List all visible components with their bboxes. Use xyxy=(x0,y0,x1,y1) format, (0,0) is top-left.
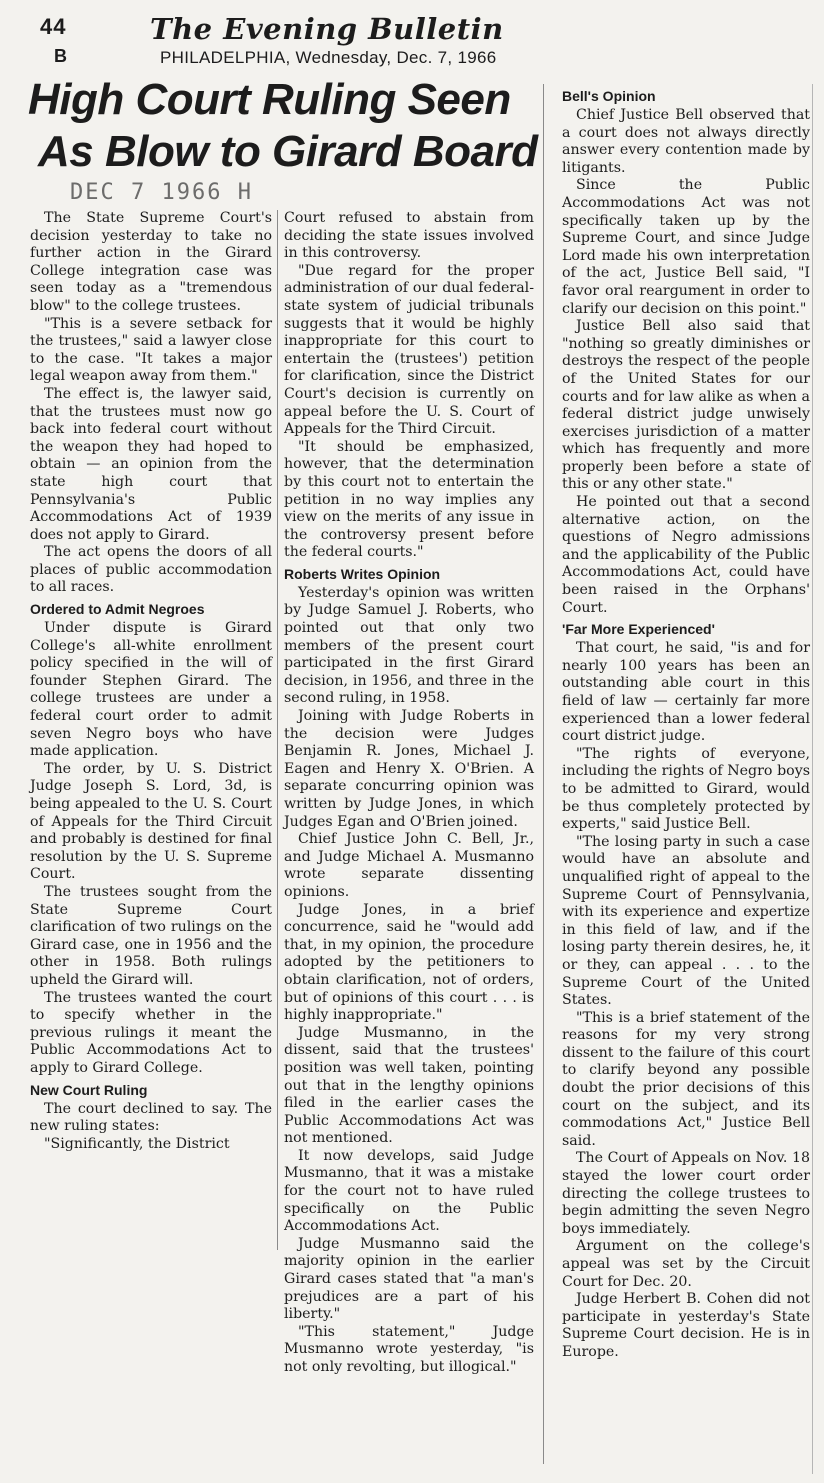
paragraph: Judge Herbert B. Cohen did not participate in yesterday's State Supreme Court decision. He is in Europe. xyxy=(562,1291,810,1360)
paragraph: That court, he said, "is and for nearly 100 years has been an outstanding able court in this field of law — certainly far more experienced than a lower federal court district judge. xyxy=(562,640,810,745)
subhead: New Court Ruling xyxy=(30,1081,148,1098)
paragraph: It now develops, said Judge Musmanno, that it was a mistake for the court not to have ruled specifically on the Public Accommodations Act. xyxy=(284,1147,534,1235)
paragraph: Chief Justice Bell observed that a court does not always directly answer every contention made by litigants. xyxy=(562,107,810,176)
paragraph: Joining with Judge Roberts in the decision were Judges Benjamin R. Jones, Michael J. Eagen and Henry X. O'Brien. A separate concurring opinion was written by Judge Jones, in which Judges Egan and O'Brien joined. xyxy=(284,708,534,830)
column-rule xyxy=(277,210,278,1250)
paragraph: The trustees wanted the court to specify whether in the previous rulings it meant the Public Accommodations Act to apply to Girard College. xyxy=(30,989,272,1076)
paragraph: The act opens the doors of all places of public accommodation to all races. xyxy=(30,544,272,596)
clipping-edge xyxy=(812,84,813,1474)
column-rule xyxy=(543,84,544,1464)
headline xyxy=(28,74,548,178)
article-column-3 xyxy=(562,84,810,1362)
paragraph: He pointed out that a second alternative action, on the questions of Negro admissions and the applicability of the Public Accommodations Act, could have been raised in the Orphans' Court. xyxy=(562,494,810,616)
headline-line-2: As Blow to Girard Board xyxy=(38,127,538,176)
subhead: Bell's Opinion xyxy=(562,88,656,104)
paragraph: Justice Bell also said that "nothing so greatly diminishes or destroys the respect of the people of the United States for our courts and for law alike as when a federal district judge unwisely exercises jurisdiction of a matter which has frequently and more properly been before a state of this or any other state." xyxy=(562,318,810,493)
paragraph: Argument on the college's appeal was set by the Circuit Court for Dec. 20. xyxy=(562,1238,810,1290)
paragraph: Under dispute is Girard College's all-white enrollment policy specified in the will of founder Stephen Girard. The college trustees are under a federal court order to admit seven Negro boys who have made application. xyxy=(30,620,272,760)
paragraph: "The rights of everyone, including the rights of Negro boys to be admitted to Girard, would be thus completely protected by experts," said Justice Bell. xyxy=(562,745,810,833)
article-column-1 xyxy=(30,210,272,1153)
dateline: PHILADELPHIA, Wednesday, Dec. 7, 1966 xyxy=(160,48,497,67)
paragraph: Chief Justice John C. Bell, Jr., and Judge Michael A. Musmanno wrote separate dissenting opinions. xyxy=(284,831,534,900)
newspaper-name: The Evening Bulletin xyxy=(150,12,504,46)
paragraph: The Court of Appeals on Nov. 18 stayed the lower court order directing the college trustees to begin admitting the seven Negro boys immediately. xyxy=(562,1150,810,1237)
paragraph: "Significantly, the District xyxy=(44,1135,230,1152)
paragraph: Yesterday's opinion was written by Judge Samuel J. Roberts, who pointed out that only two members of the present court participated in the first Girard decision, in 1956, and three in the second ruling, in 1958. xyxy=(284,584,534,707)
article-column-2 xyxy=(284,210,534,1377)
paragraph: "This is a brief statement of the reasons for my very strong dissent to the failure of this court to clarify beyond any possible doubt the prior decisions of this court on the subject, and its commodations Act," Justice Bell said. xyxy=(562,1009,810,1149)
paragraph: "It should be emphasized, however, that the determination by this court not to entertain the petition in no way implies any view on the merits of any issue in the controversy present before the federal courts." xyxy=(284,438,534,561)
paragraph: "This is a severe setback for the trustees," said a lawyer close to the case. "It takes a major legal weapon away from them." xyxy=(30,315,272,385)
paragraph: Judge Musmanno, in the dissent, said that the trustees' position was well taken, pointing out that in the lengthy opinions filed in the earlier cases the Public Accommodations Act was not mentioned. xyxy=(284,1024,534,1147)
headline-line-1: High Court Ruling Seen xyxy=(28,75,511,124)
paragraph: The trustees sought from the State Supreme Court clarification of two rulings on the Girard case, one in 1956 and the other in 1958. Both rulings upheld the Girard will. xyxy=(30,883,272,988)
paragraph: Judge Musmanno said the majority opinion in the earlier Girard cases stated that "a man's prejudices are a part of his liberty." xyxy=(284,1235,534,1323)
paragraph: The State Supreme Court's decision yesterday to take no further action in the Girard College integration case was seen today as a "tremendous blow" to the college trustees. xyxy=(30,210,272,314)
paragraph: The order, by U. S. District Judge Joseph S. Lord, 3d, is being appealed to the U. S. Court of Appeals for the Third Circuit and probably is destined for final resolution by the U. S. Supreme Court. xyxy=(30,760,272,883)
subhead: Ordered to Admit Negroes xyxy=(30,601,205,618)
paragraph: Judge Jones, in a brief concurrence, said he "would add that, in my opinion, the procedure adopted by the petitioners to obtain clarification, not of orders, but of opinions of this court . . . is highly inappropriate." xyxy=(284,901,534,1024)
subhead: Roberts Writes Opinion xyxy=(284,565,441,582)
paragraph: "This statement," Judge Musmanno wrote yesterday, "is not only revolting, but illogical." xyxy=(284,1323,534,1375)
section-letter: B xyxy=(54,46,67,66)
page-number: 44 xyxy=(40,14,67,39)
paragraph: "The losing party in such a case would have an absolute and unqualified right of appeal to the Supreme Court of Pennsylvania, with its experience and expertize in this field of law, and if the losing party therein desires, he, it or they, can appeal . . . to the Supreme Court of the United States. xyxy=(562,833,810,1009)
paragraph: Court refused to abstain from deciding the state issues involved in this controversy. xyxy=(284,210,534,262)
date-stamp: DEC 7 1966 H xyxy=(70,180,253,205)
subhead: 'Far More Experienced' xyxy=(562,621,715,638)
paragraph: The court declined to say. The new ruling states: xyxy=(30,1100,272,1135)
paragraph: Since the Public Accommodations Act was not specifically taken up by the Supreme Court, and since Judge Lord made his own interpretation of the act, Justice Bell said, "I favor oral reargument in order to clarify our decision on this point." xyxy=(562,177,810,317)
paragraph: The effect is, the lawyer said, that the trustees must now go back into federal court without the weapon they had hoped to obtain — an opinion from the state high court that Pennsylvania's Public Accommodations Act of 1939 does not apply to Girard. xyxy=(30,385,272,543)
paragraph: "Due regard for the proper administration of our dual federal-state system of judicial tribunals suggests that it would be highly inappropriate for this court to entertain the (trustees') petition for clarification, since the District Court's decision is currently on appeal before the U. S. Court of Appeals for the Third Circuit. xyxy=(284,262,534,438)
